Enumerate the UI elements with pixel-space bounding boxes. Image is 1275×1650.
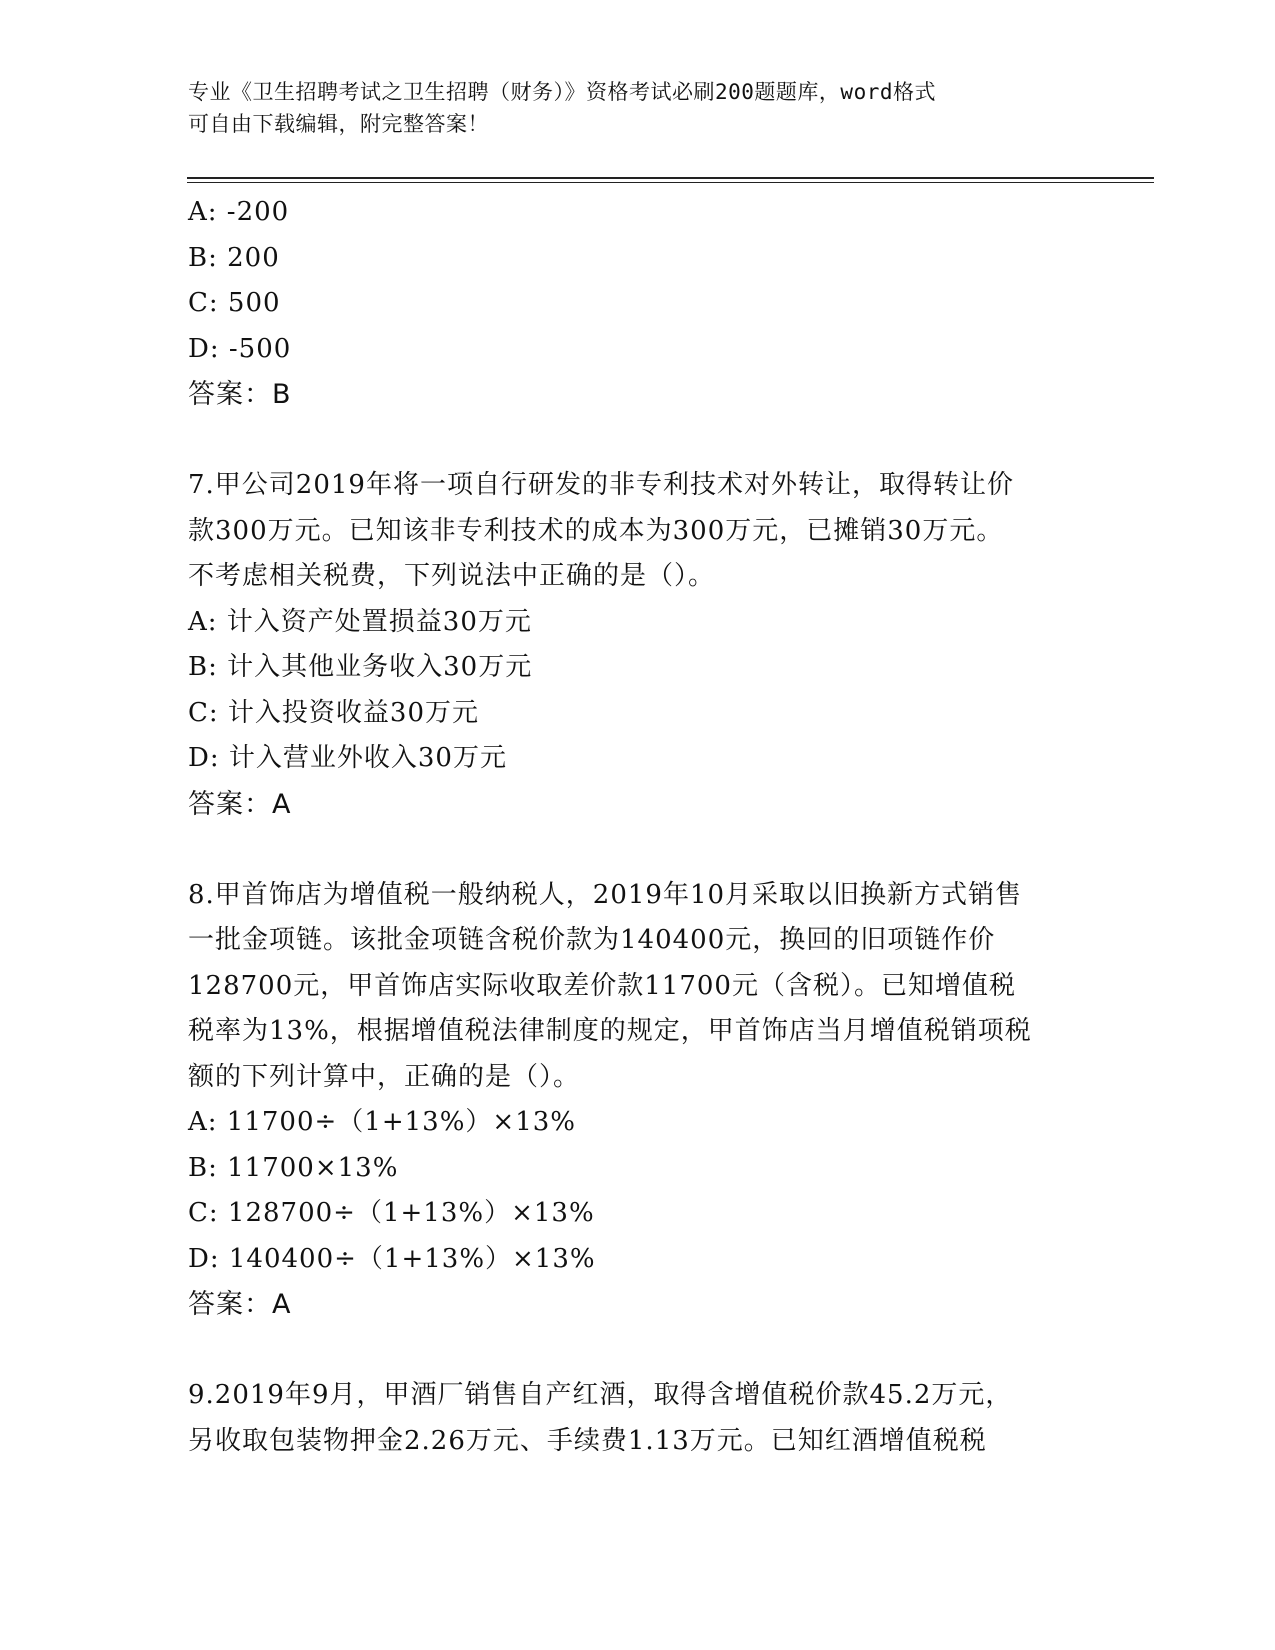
question-7 [188,463,1088,827]
q8-stem-line-5: 额的下列计算中，正确的是（）。 [188,1061,581,1092]
q8-stem-line-4: 税率为13%，根据增值税法律制度的规定，甲首饰店当月增值税销项税 [188,1016,1032,1046]
q7-stem-line-1: 7.甲公司2019年将一项自行研发的非专利技术对外转让，取得转让价 [188,470,1014,500]
q7-answer: 答案：A [188,788,292,820]
q8-stem-line-1: 8.甲首饰店为增值税一般纳税人，2019年10月采取以旧换新方式销售 [188,879,1023,910]
header-line-1: 专业《卫生招聘考试之卫生招聘（财务）》资格考试必刷200题题库，word格式 [188,80,936,104]
header-line-2: 可自由下载编辑，附完整答案！ [188,112,489,136]
q8-stem-line-2: 一批金项链。该批金项链含税价款为140400元，换回的旧项链作价 [188,925,996,955]
q8-option-d: D: 140400÷（1+13%）×13% [188,1243,596,1274]
header-rule-top [187,177,1154,179]
q8-option-b: B: 11700×13% [188,1152,399,1183]
q9-stem-line-2: 另收取包装物押金2.26万元、手续费1.13万元。已知红酒增值税税 [188,1425,987,1456]
spacer [188,1328,1088,1374]
q8-answer: 答案：A [188,1289,292,1320]
q6-option-a: A: -200 [188,197,290,227]
q6-option-b: B: 200 [188,242,280,273]
page-header [188,76,1068,140]
q6-option-c: C: 500 [188,288,281,318]
q8-option-a: A: 11700÷（1+13%）×13% [188,1107,576,1137]
q8-stem-line-3: 128700元，甲首饰店实际收取差价款11700元（含税）。已知增值税 [188,970,1016,1001]
q9-stem-line-1: 9.2019年9月，甲酒厂销售自产红酒，取得含增值税价款45.2万元， [188,1380,1013,1410]
q8-option-c: C: 128700÷（1+13%）×13% [188,1198,595,1228]
question-9 [188,1373,1088,1464]
q6-option-d: D: -500 [188,333,292,364]
q7-stem-line-2: 款300万元。已知该非专利技术的成本为300万元，已摊销30万元。 [188,515,1004,546]
question-content [188,190,1088,1464]
spacer [188,418,1088,464]
q7-option-a: A: 计入资产处置损益30万元 [188,606,532,637]
question-6 [188,190,1088,418]
q6-answer: 答案：B [188,379,292,410]
q7-option-d: D: 计入营业外收入30万元 [188,743,507,773]
spacer [188,827,1088,873]
q7-option-b: B: 计入其他业务收入30万元 [188,652,533,682]
q7-stem-line-3: 不考虑相关税费，下列说法中正确的是（）。 [188,561,716,591]
q7-option-c: C: 计入投资收益30万元 [188,697,480,728]
header-rule-bottom [187,182,1154,183]
question-8 [188,873,1088,1328]
